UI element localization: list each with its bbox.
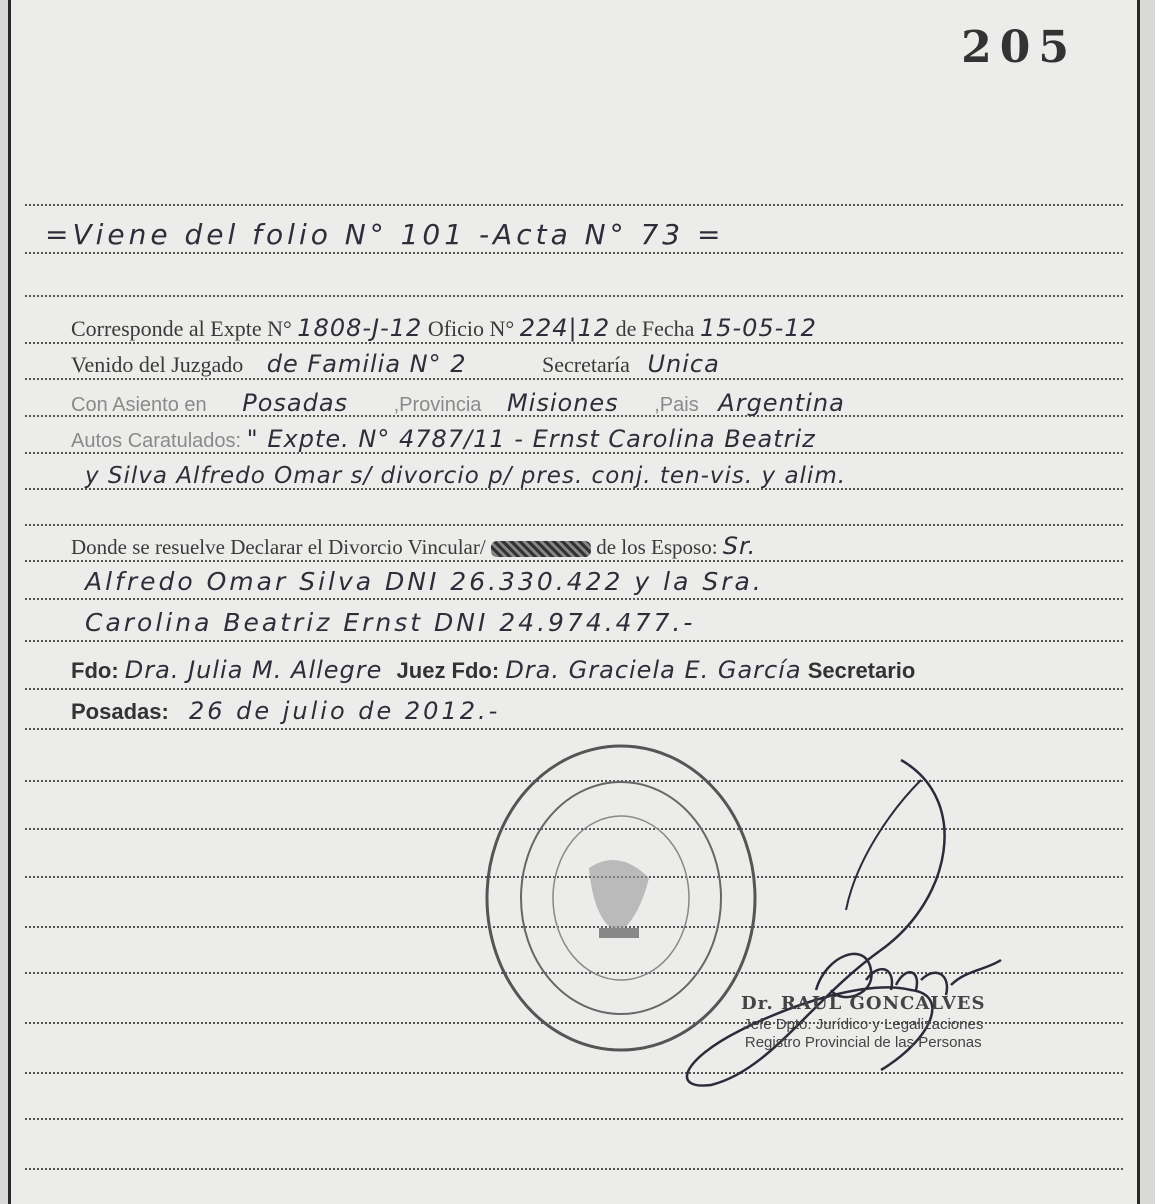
secretaria-label: Secretaría [542, 352, 630, 377]
pais-value: Argentina [718, 389, 845, 417]
ruled-line [25, 598, 1123, 600]
oficio-value: 224|12 [519, 314, 611, 342]
autos-label: Autos Caratulados: [71, 430, 242, 452]
esposo-line: Alfredo Omar Silva DNI 26.330.422 y la Sra. [85, 567, 764, 596]
ruled-line [25, 640, 1123, 642]
posadas-label: Posadas: [71, 699, 169, 724]
corresponde-row [71, 314, 817, 342]
autos-value-1: " Expte. N° 4787/11 - Ernst Carolina Beatriz [246, 425, 816, 453]
autos-row [71, 425, 816, 453]
signature-block [741, 993, 986, 1053]
fecha-row [71, 697, 500, 725]
juez-value: Dra. Julia M. Allegre [124, 656, 383, 684]
resuelve-label: Donde se resuelve Declarar el Divorcio Vincular/ [71, 535, 486, 559]
signatory-office: Registro Provincial de las Personas [744, 1034, 982, 1052]
juzgado-row [71, 350, 720, 378]
document-page [8, 0, 1140, 1204]
esposo-prefix: Sr. [722, 532, 757, 560]
provincia-label: ,Provincia [393, 394, 482, 416]
asiento-row [71, 389, 845, 417]
venido-label: Venido del Juzgado [71, 352, 244, 377]
date-value: 26 de julio de 2012.- [188, 697, 501, 725]
expte-value: 1808-J-12 [297, 314, 423, 342]
fecha-label: de Fecha [615, 316, 695, 341]
juzgado-value: de Familia N° 2 [266, 350, 467, 378]
ruled-line [25, 204, 1123, 206]
provincia-value: Misiones [506, 389, 619, 417]
ruled-line [25, 1168, 1123, 1170]
autos-value-2: y Silva Alfredo Omar s/ divorcio p/ pres. conj. ten-vis. y alim. [85, 463, 847, 489]
fdo-label: Fdo: [71, 658, 119, 683]
fecha-value: 15-05-12 [699, 314, 817, 342]
ruled-line [25, 295, 1123, 297]
pais-label: ,Pais [654, 394, 699, 416]
secretario-value: Dra. Graciela E. García [505, 656, 802, 684]
ruled-line [25, 342, 1123, 344]
resuelve-row [71, 532, 756, 560]
ruled-line [25, 1118, 1123, 1120]
firmas-row [71, 656, 915, 684]
secretaria-value: Unica [647, 350, 720, 378]
secretario-label: Secretario [807, 658, 916, 683]
asiento-value: Posadas [242, 389, 349, 417]
esposos-label: de los Esposo: [596, 535, 718, 559]
ruled-line [25, 524, 1123, 526]
corresponde-label: Corresponde al Expte N° [71, 316, 292, 341]
ruled-line [25, 560, 1123, 562]
juez-label: Juez Fdo: [396, 658, 500, 683]
ruled-line [25, 378, 1123, 380]
struck-word [491, 541, 591, 557]
signatory-title: Jefe Dpto. Jurídico y Legalizaciones [743, 1015, 984, 1033]
esposa-line: Carolina Beatriz Ernst DNI 24.974.477.- [85, 608, 696, 637]
oficio-label: Oficio N° [427, 316, 515, 341]
ruled-line [25, 252, 1123, 254]
continuation-heading: =Viene del folio N° 101 -Acta N° 73 = [45, 218, 725, 251]
signatory-name: Dr. RAUL GONCALVES [741, 993, 986, 1014]
ruled-line [25, 688, 1123, 690]
ruled-line [25, 728, 1123, 730]
folio-number: 205 [961, 22, 1077, 73]
asiento-label: Con Asiento en [71, 394, 207, 416]
